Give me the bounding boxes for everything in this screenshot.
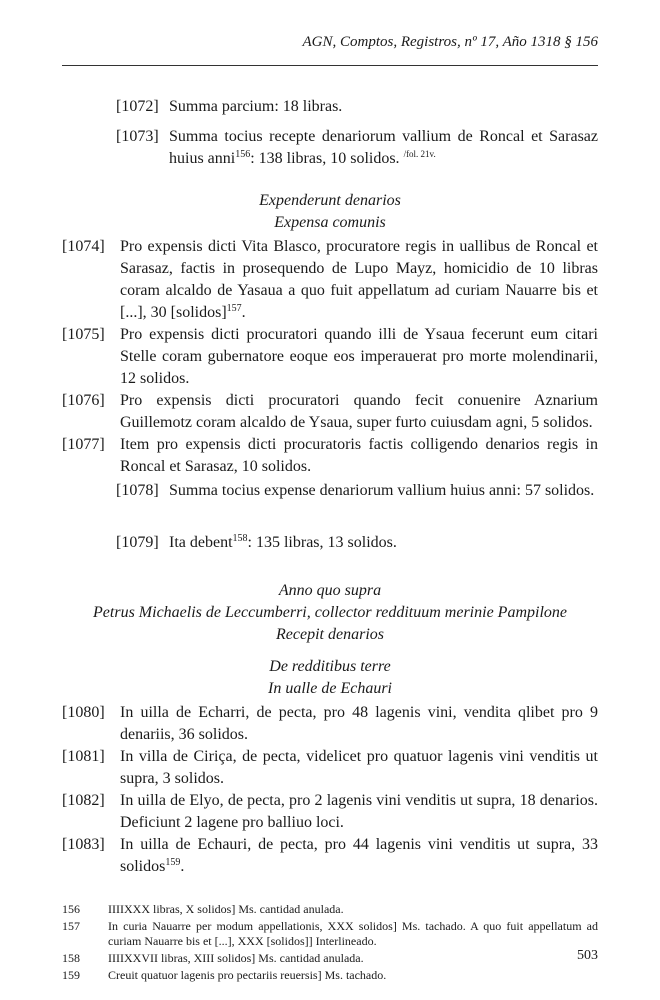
entry-text: Summa tocius expense denariorum vallium huius anni: 57 solidos. [169, 482, 595, 499]
footnote-text: IIIIXXVII libras, XIII solidos] Ms. cantidad anulada. [108, 951, 364, 965]
entry-text: Pro expensis dicti procuratori quando illi de Ysaua fecerunt eum citari Stelle coram gubernatore eoque eos imperauerat pro morte molendinarii, 12 solidos. [120, 326, 598, 387]
footnote-158 [62, 951, 598, 966]
entry-text-cont: : 135 libras, 13 solidos. [247, 534, 397, 551]
footnote-number: 158 [62, 951, 80, 965]
entry-text: Item pro expensis dicti procuratoris factis colligendo denarios regis in Roncal et Sarasaz, 10 solidos. [120, 436, 598, 475]
entry-1073 [116, 126, 598, 170]
footnotes [62, 902, 598, 985]
entry-text: Pro expensis dicti Vita Blasco, procuratore regis in uallibus de Roncal et Sarasaz, factis in prosequendo de Lupo Mayz, homicidio de 10 libras coram alcaldo de Yasaua a quo fuit appellatum ad curiam Nauarre bis et [...], 30 [solidos] [120, 238, 598, 321]
footnote-157 [62, 919, 598, 949]
footnote-number: 157 [62, 919, 80, 933]
entry-number: [1077] [62, 436, 105, 453]
section-heading-2 [62, 580, 598, 646]
running-header: AGN, Comptos, Registros, nº 17, Año 1318 § 156 [62, 34, 598, 66]
entry-1074 [62, 236, 598, 324]
entry-1080 [62, 702, 598, 746]
folio-mark: /fol. 21v. [403, 149, 436, 159]
entry-1078 [116, 480, 598, 502]
heading-line: Expenderunt denarios [259, 192, 401, 209]
entry-text: Ita debent [169, 534, 233, 551]
entry-number: [1079] [116, 534, 159, 551]
entry-1076 [62, 390, 598, 434]
heading-line: Recepit denarios [276, 626, 384, 643]
footnote-text: IIIIXXX libras, X solidos] Ms. cantidad anulada. [108, 902, 344, 916]
entry-number: [1082] [62, 792, 105, 809]
entry-number: [1072] [116, 98, 159, 115]
entry-number: [1074] [62, 238, 105, 255]
entry-text-cont: : 138 libras, 10 solidos. [250, 150, 404, 167]
footnote-text: Creuit quatuor lagenis pro pectariis reuersis] Ms. tachado. [108, 968, 387, 982]
entry-number: [1081] [62, 748, 105, 765]
heading-line: In ualle de Echauri [268, 680, 392, 697]
heading-line: Expensa comunis [274, 214, 386, 231]
heading-line: Petrus Michaelis de Leccumberri, collector reddituum merinie Pampilone [93, 604, 567, 621]
entry-text-cont: . [241, 304, 246, 321]
footnote-ref: 159 [165, 857, 181, 868]
entry-1079 [116, 532, 598, 554]
entry-number: [1078] [116, 482, 159, 499]
section-heading-3 [62, 656, 598, 700]
footnote-ref: 157 [226, 303, 242, 314]
entry-text: Summa tocius recepte denariorum vallium de Roncal et Sarasaz huius anni [169, 128, 598, 167]
entry-number: [1073] [116, 128, 159, 145]
entry-number: [1083] [62, 836, 105, 853]
entry-text: In villa de Ciriça, de pecta, videlicet pro quatuor lagenis vini venditis ut supra, 3 solidos. [120, 748, 598, 787]
entry-1075 [62, 324, 598, 390]
footnote-156 [62, 902, 598, 917]
entry-text: In uilla de Echauri, de pecta, pro 44 lagenis vini venditis ut supra, 33 solidos [120, 836, 598, 875]
page-number: 503 [577, 948, 598, 963]
footnote-ref: 158 [232, 533, 248, 544]
entry-1072 [116, 96, 598, 118]
entry-text: In uilla de Echarri, de pecta, pro 48 lagenis vini, vendita qlibet pro 9 denariis, 36 solidos. [120, 704, 598, 743]
footnote-number: 156 [62, 902, 80, 916]
section-heading-1 [62, 190, 598, 234]
entry-text: Summa parcium: 18 libras. [169, 98, 343, 115]
heading-line: Anno quo supra [278, 582, 382, 599]
heading-line: De redditibus terre [269, 658, 391, 675]
footnote-159 [62, 968, 598, 983]
footnote-number: 159 [62, 968, 80, 982]
entry-1082 [62, 790, 598, 834]
entry-number: [1076] [62, 392, 105, 409]
entry-1081 [62, 746, 598, 790]
footnote-ref: 156 [235, 149, 251, 160]
footnote-text: In curia Nauarre per modum appellationis, XXX solidos] Ms. tachado. A quo fuit appellatum ad curiam Nauarre bis et [...], XXX [solidos]] Interlineado. [108, 919, 598, 948]
entry-1083 [62, 834, 598, 878]
entry-number: [1080] [62, 704, 105, 721]
entry-1077 [62, 434, 598, 478]
entry-text-cont: . [180, 858, 185, 875]
entry-text: In uilla de Elyo, de pecta, pro 2 lagenis vini venditis ut supra, 18 denarios. Deficiunt 2 lagene pro balliuo loci. [120, 792, 598, 831]
entry-number: [1075] [62, 326, 105, 343]
entry-text: Pro expensis dicti procuratori quando fecit conuenire Aznarium Guillemotz coram alcaldo de Ysaua, super furto cuiusdam agni, 5 solidos. [120, 392, 598, 431]
